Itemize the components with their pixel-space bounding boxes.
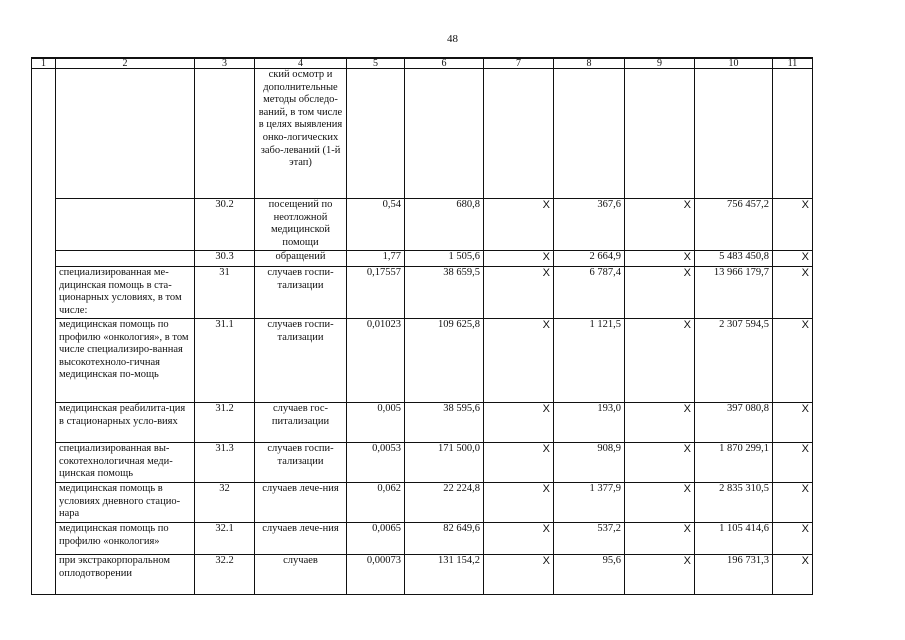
row-code-cell: 32 — [195, 483, 255, 523]
col7-cell: X — [484, 483, 554, 523]
cost-norm-cell — [405, 69, 484, 199]
indicator-name-cell: медицинская реабилита-ция в стационарных усло-виях — [56, 403, 195, 443]
col9-cell: X — [625, 483, 695, 523]
volume-norm-cell: 0,00073 — [347, 555, 405, 595]
table-row — [32, 251, 813, 267]
header-cell: 7 — [484, 58, 554, 69]
row-code-cell: 30.2 — [195, 199, 255, 251]
cost-norm-cell: 82 649,6 — [405, 523, 484, 555]
total-cost-cell: 196 731,3 — [695, 555, 773, 595]
table-row — [32, 69, 813, 199]
volume-norm-cell: 0,062 — [347, 483, 405, 523]
col9-cell: X — [625, 319, 695, 403]
header-cell: 8 — [554, 58, 625, 69]
unit-cell: случаев гос-питализации — [255, 403, 347, 443]
total-cost-cell: 2 835 310,5 — [695, 483, 773, 523]
col11-cell: X — [773, 199, 813, 251]
unit-cell: случаев госпи-тализации — [255, 443, 347, 483]
col7-cell: X — [484, 555, 554, 595]
total-cost-cell: 756 457,2 — [695, 199, 773, 251]
header-cell: 1 — [32, 58, 56, 69]
col11-cell: X — [773, 523, 813, 555]
cost-norm-cell: 171 500,0 — [405, 443, 484, 483]
indicator-name-cell: специализированная ме-дицинская помощь в ста-ционарных условиях, в том числе: — [56, 267, 195, 319]
table-row — [32, 319, 813, 403]
col7-cell: X — [484, 199, 554, 251]
header-cell: 5 — [347, 58, 405, 69]
volume-norm-cell — [347, 69, 405, 199]
col11-cell: X — [773, 267, 813, 319]
indicator-name-cell — [56, 199, 195, 251]
header-cell: 4 — [255, 58, 347, 69]
col7-cell: X — [484, 319, 554, 403]
col7-cell — [484, 69, 554, 199]
volume-norm-cell: 0,0065 — [347, 523, 405, 555]
table-row — [32, 523, 813, 555]
header-cell: 3 — [195, 58, 255, 69]
col9-cell: X — [625, 267, 695, 319]
per-capita-cell: 6 787,4 — [554, 267, 625, 319]
unit-cell: случаев лече-ния — [255, 483, 347, 523]
header-cell: 6 — [405, 58, 484, 69]
col1-cell — [32, 69, 56, 595]
col9-cell: X — [625, 199, 695, 251]
indicator-name-cell: при экстракорпоральном оплодотворении — [56, 555, 195, 595]
col9-cell: X — [625, 523, 695, 555]
row-code-cell: 31 — [195, 267, 255, 319]
row-code-cell: 32.1 — [195, 523, 255, 555]
data-table — [31, 57, 813, 595]
indicator-name-cell — [56, 69, 195, 199]
per-capita-cell: 537,2 — [554, 523, 625, 555]
total-cost-cell: 2 307 594,5 — [695, 319, 773, 403]
header-cell: 2 — [56, 58, 195, 69]
indicator-name-cell: специализированная вы-сокотехнологичная меди-цинская помощь — [56, 443, 195, 483]
col11-cell: X — [773, 319, 813, 403]
table-row — [32, 267, 813, 319]
row-code-cell: 31.3 — [195, 443, 255, 483]
cost-norm-cell: 38 595,6 — [405, 403, 484, 443]
col11-cell — [773, 69, 813, 199]
unit-cell: ский осмотр и дополнительные методы обследо-ваний, в том числе в целях выявления онко-логических забо-леваний (1-й этап) — [255, 69, 347, 199]
col7-cell: X — [484, 403, 554, 443]
col11-cell: X — [773, 403, 813, 443]
volume-norm-cell: 0,17557 — [347, 267, 405, 319]
total-cost-cell — [695, 69, 773, 199]
col9-cell: X — [625, 403, 695, 443]
volume-norm-cell: 0,005 — [347, 403, 405, 443]
unit-cell: случаев госпи-тализации — [255, 319, 347, 403]
col9-cell: X — [625, 251, 695, 267]
row-code-cell: 31.2 — [195, 403, 255, 443]
volume-norm-cell: 0,0053 — [347, 443, 405, 483]
col7-cell: X — [484, 267, 554, 319]
column-number-header — [32, 58, 813, 69]
col11-cell: X — [773, 251, 813, 267]
per-capita-cell: 95,6 — [554, 555, 625, 595]
per-capita-cell: 2 664,9 — [554, 251, 625, 267]
indicator-name-cell: медицинская помощь по профилю «онкология» — [56, 523, 195, 555]
indicator-name-cell: медицинская помощь в условиях дневного стацио-нара — [56, 483, 195, 523]
col9-cell: X — [625, 443, 695, 483]
col11-cell: X — [773, 483, 813, 523]
table-row — [32, 443, 813, 483]
page-number: 48 — [447, 33, 458, 45]
row-code-cell: 32.2 — [195, 555, 255, 595]
per-capita-cell: 1 377,9 — [554, 483, 625, 523]
col9-cell — [625, 69, 695, 199]
row-code-cell: 30.3 — [195, 251, 255, 267]
unit-cell: случаев лече-ния — [255, 523, 347, 555]
col9-cell: X — [625, 555, 695, 595]
cost-norm-cell: 131 154,2 — [405, 555, 484, 595]
cost-norm-cell: 680,8 — [405, 199, 484, 251]
col11-cell: X — [773, 555, 813, 595]
total-cost-cell: 1 105 414,6 — [695, 523, 773, 555]
header-cell: 9 — [625, 58, 695, 69]
volume-norm-cell: 0,54 — [347, 199, 405, 251]
unit-cell: случаев — [255, 555, 347, 595]
total-cost-cell: 5 483 450,8 — [695, 251, 773, 267]
col11-cell: X — [773, 443, 813, 483]
per-capita-cell: 193,0 — [554, 403, 625, 443]
indicator-name-cell: медицинская помощь по профилю «онкология», в том числе специализиро-ванная высокотехноло-гичная медицинская по-мощь — [56, 319, 195, 403]
volume-norm-cell: 0,01023 — [347, 319, 405, 403]
indicator-name-cell — [56, 251, 195, 267]
unit-cell: случаев госпи-тализации — [255, 267, 347, 319]
row-code-cell — [195, 69, 255, 199]
total-cost-cell: 397 080,8 — [695, 403, 773, 443]
per-capita-cell: 367,6 — [554, 199, 625, 251]
cost-norm-cell: 22 224,8 — [405, 483, 484, 523]
total-cost-cell: 13 966 179,7 — [695, 267, 773, 319]
per-capita-cell: 1 121,5 — [554, 319, 625, 403]
table-row — [32, 199, 813, 251]
col7-cell: X — [484, 523, 554, 555]
table-row — [32, 483, 813, 523]
table-row — [32, 403, 813, 443]
col7-cell: X — [484, 443, 554, 483]
per-capita-cell — [554, 69, 625, 199]
col7-cell: X — [484, 251, 554, 267]
per-capita-cell: 908,9 — [554, 443, 625, 483]
total-cost-cell: 1 870 299,1 — [695, 443, 773, 483]
table-row — [32, 555, 813, 595]
cost-norm-cell: 109 625,8 — [405, 319, 484, 403]
row-code-cell: 31.1 — [195, 319, 255, 403]
unit-cell: обращений — [255, 251, 347, 267]
cost-norm-cell: 1 505,6 — [405, 251, 484, 267]
header-cell: 11 — [773, 58, 813, 69]
volume-norm-cell: 1,77 — [347, 251, 405, 267]
unit-cell: посещений по неотложной медицинской помощи — [255, 199, 347, 251]
cost-norm-cell: 38 659,5 — [405, 267, 484, 319]
header-cell: 10 — [695, 58, 773, 69]
